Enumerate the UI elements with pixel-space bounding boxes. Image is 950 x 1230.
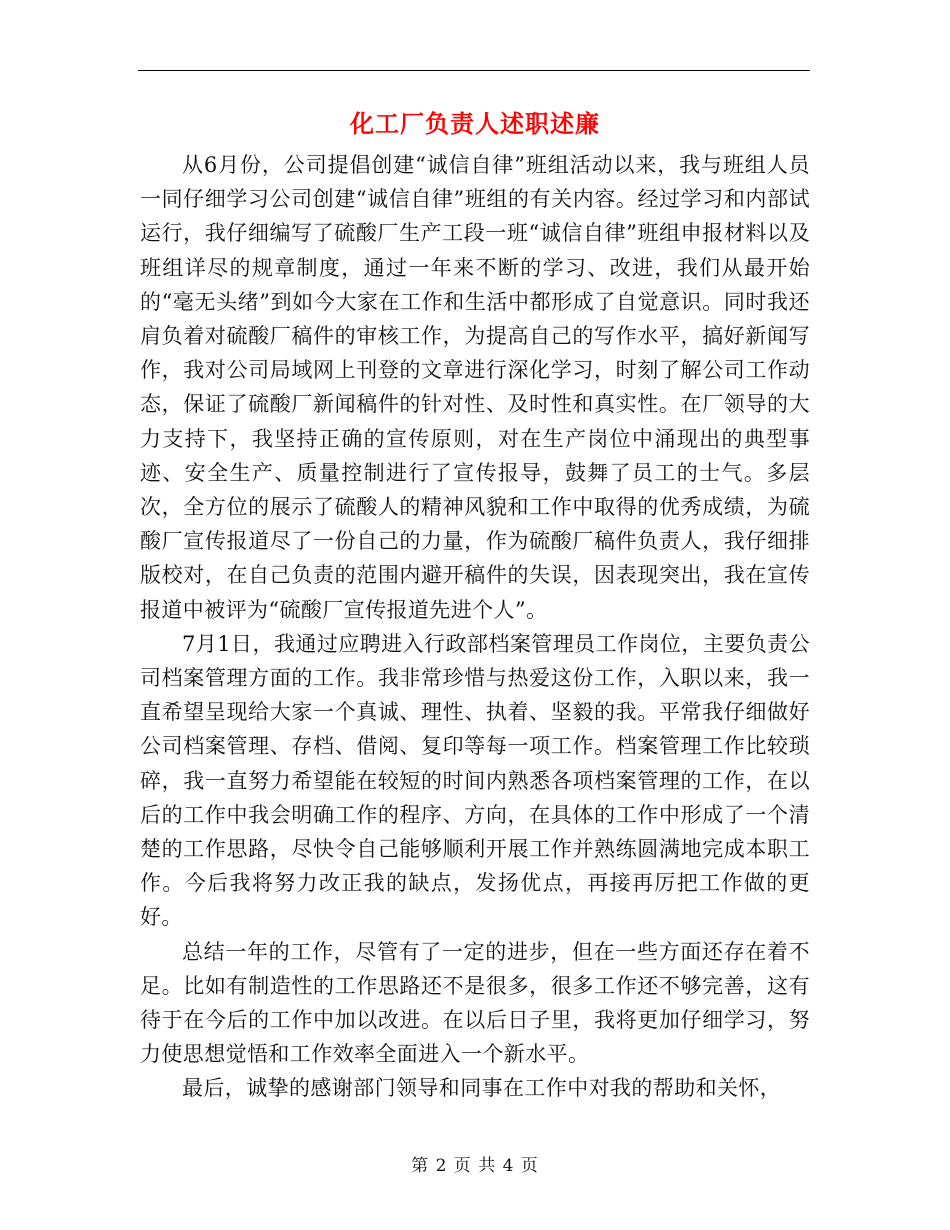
- paragraph-3: 总结一年的工作，尽管有了一定的进步，但在一些方面还存在着不足。比如有制造性的工作思路还不是很多，很多工作还不够完善，这有待于在今后的工作中加以改进。在以后日子里，我将更加仔细学习，努力使思想觉悟和工作效率全面进入一个新水平。: [140, 939, 810, 1067]
- header-rule: [138, 70, 810, 71]
- paragraph-2: 7月1日，我通过应聘进入行政部档案管理员工作岗位，主要负责公司档案管理方面的工作。我非常珍惜与热爱这份工作，入职以来，我一直希望呈现给大家一个真诚、理性、执着、坚毅的我。平常我仔细做好公司档案管理、存档、借阅、复印等每一项工作。档案管理工作比较琐碎，我一直努力希望能在较短的时间内熟悉各项档案管理的工作，在以后的工作中我会明确工作的程序、方向，在具体的工作中形成了一个清楚的工作思路，尽快令自己能够顺利开展工作并熟练圆满地完成本职工作。今后我将努力改正我的缺点，发扬优点，再接再厉把工作做的更好。: [140, 631, 810, 930]
- document-title: 化工厂负责人述职述廉: [350, 109, 600, 138]
- document-body: [140, 148, 810, 1106]
- page-number-footer: 第 2 页 共 4 页: [411, 1156, 539, 1176]
- paragraph-4: 最后，诚挚的感谢部门领导和同事在工作中对我的帮助和关怀，: [182, 1076, 782, 1101]
- paragraph-1: 从6月份，公司提倡创建“诚信自律”班组活动以来，我与班组人员一同仔细学习公司创建“诚信自律”班组的有关内容。经过学习和内部试运行，我仔细编写了硫酸厂生产工段一班“诚信自律”班组申报材料以及班组详尽的规章制度，通过一年来不断的学习、改进，我们从最开始的“毫无头绪”到如今大家在工作和生活中都形成了自觉意识。同时我还肩负着对硫酸厂稿件的审核工作，为提高自己的写作水平，搞好新闻写作，我对公司局域网上刊登的文章进行深化学习，时刻了解公司工作动态，保证了硫酸厂新闻稿件的针对性、及时性和真实性。在厂领导的大力支持下，我坚持正确的宣传原则，对在生产岗位中涌现出的典型事迹、安全生产、质量控制进行了宣传报导，鼓舞了员工的士气。多层次，全方位的展示了硫酸人的精神风貌和工作中取得的优秀成绩，为硫酸厂宣传报道尽了一份自己的力量，作为硫酸厂稿件负责人，我仔细排版校对，在自己负责的范围内避开稿件的失误，因表现突出，我在宣传报道中被评为“硫酸厂宣传报道先进个人”。: [140, 153, 810, 622]
